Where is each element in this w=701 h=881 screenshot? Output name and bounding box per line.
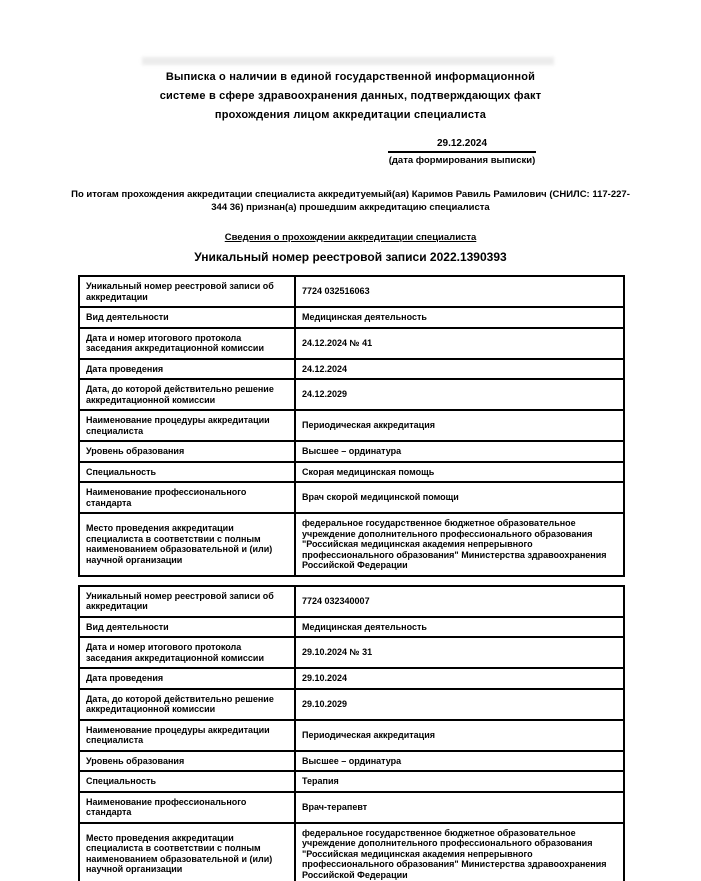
table-row [79, 359, 624, 380]
table-row [79, 689, 624, 720]
table-row [79, 441, 624, 462]
field-value: 29.10.2029 [295, 689, 624, 720]
field-label: Вид деятельности [79, 307, 295, 328]
table-row [79, 462, 624, 483]
field-value: 7724 032340007 [295, 586, 624, 617]
scan-artifact [142, 57, 554, 65]
table-row [79, 513, 624, 576]
formation-date-block [388, 138, 536, 166]
section-subtitle: Сведения о прохождении аккредитации специалиста [224, 232, 477, 243]
table-row [79, 482, 624, 513]
table-row [79, 410, 624, 441]
table-row [79, 771, 624, 792]
table-row [79, 751, 624, 772]
field-value: федеральное государственное бюджетное образовательное учреждение дополнительного профессионального образования "Российская медицинская академия непрерывного профессионального образования" Министерства здравоохранения Российской Федерации [295, 823, 624, 881]
field-value: 24.12.2024 № 41 [295, 328, 624, 359]
table-row [79, 792, 624, 823]
field-value: Медицинская деятельность [295, 617, 624, 638]
field-label: Специальность [79, 462, 295, 483]
table-row [79, 617, 624, 638]
field-label: Дата и номер итогового протокола заседания аккредитационной комиссии [79, 637, 295, 668]
field-value: 29.10.2024 [295, 668, 624, 689]
document-title [0, 68, 701, 125]
table-row [79, 276, 624, 307]
field-label: Место проведения аккредитации специалиста в соответствии с полным наименованием образовательной и (или) научной организации [79, 823, 295, 881]
field-label: Дата и номер итогового протокола заседания аккредитационной комиссии [79, 328, 295, 359]
table-row [79, 307, 624, 328]
field-value: 29.10.2024 № 31 [295, 637, 624, 668]
table-row [79, 823, 624, 881]
field-label: Специальность [79, 771, 295, 792]
field-value: Высшее – ординатура [295, 751, 624, 772]
document-title-line-1: Выписка о наличии в единой государственной информационной [165, 71, 536, 83]
field-label: Дата проведения [79, 359, 295, 380]
table-row [79, 668, 624, 689]
accreditation-table-2 [78, 585, 625, 881]
field-label: Дата, до которой действительно решение аккредитационной комиссии [79, 379, 295, 410]
field-value: Врач скорой медицинской помощи [295, 482, 624, 513]
intro-paragraph: По итогам прохождения аккредитации специалиста аккредитуемый(ая) Каримов Равиль Рамилович (СНИЛС: 117-227-344 36) признан(а) прошедшим аккредитацию специалиста [71, 189, 630, 213]
field-value: Периодическая аккредитация [295, 410, 624, 441]
field-value: Высшее – ординатура [295, 441, 624, 462]
field-value: Медицинская деятельность [295, 307, 624, 328]
field-label: Наименование процедуры аккредитации специалиста [79, 410, 295, 441]
table-row [79, 586, 624, 617]
field-label: Наименование процедуры аккредитации специалиста [79, 720, 295, 751]
field-label: Дата, до которой действительно решение аккредитационной комиссии [79, 689, 295, 720]
field-label: Уровень образования [79, 441, 295, 462]
field-label: Наименование профессионального стандарта [79, 482, 295, 513]
field-label: Место проведения аккредитации специалиста в соответствии с полным наименованием образовательной и (или) научной организации [79, 513, 295, 576]
field-label: Уникальный номер реестровой записи об аккредитации [79, 586, 295, 617]
document-title-line-2: системе в сфере здравоохранения данных, подтверждающих факт [159, 90, 542, 102]
table-row [79, 328, 624, 359]
formation-date-caption: (дата формирования выписки) [388, 155, 536, 166]
field-value: Скорая медицинская помощь [295, 462, 624, 483]
table-row [79, 720, 624, 751]
document-title-line-3: прохождения лицом аккредитации специалиста [214, 109, 487, 121]
field-value: 7724 032516063 [295, 276, 624, 307]
field-value: 24.12.2024 [295, 359, 624, 380]
registry-number-heading: Уникальный номер реестровой записи 2022.1390393 [194, 250, 507, 264]
field-label: Уникальный номер реестровой записи об аккредитации [79, 276, 295, 307]
table-row [79, 637, 624, 668]
accreditation-table-1 [78, 275, 625, 577]
field-label: Дата проведения [79, 668, 295, 689]
field-value: 24.12.2029 [295, 379, 624, 410]
field-label: Уровень образования [79, 751, 295, 772]
field-value: федеральное государственное бюджетное образовательное учреждение дополнительного профессионального образования "Российская медицинская академия непрерывного профессионального образования" Министерства здравоохранения Российской Федерации [295, 513, 624, 576]
field-label: Наименование профессионального стандарта [79, 792, 295, 823]
table-row [79, 379, 624, 410]
field-value: Терапия [295, 771, 624, 792]
field-value: Врач-терапевт [295, 792, 624, 823]
formation-date-value: 29.12.2024 [388, 138, 536, 153]
field-label: Вид деятельности [79, 617, 295, 638]
field-value: Периодическая аккредитация [295, 720, 624, 751]
